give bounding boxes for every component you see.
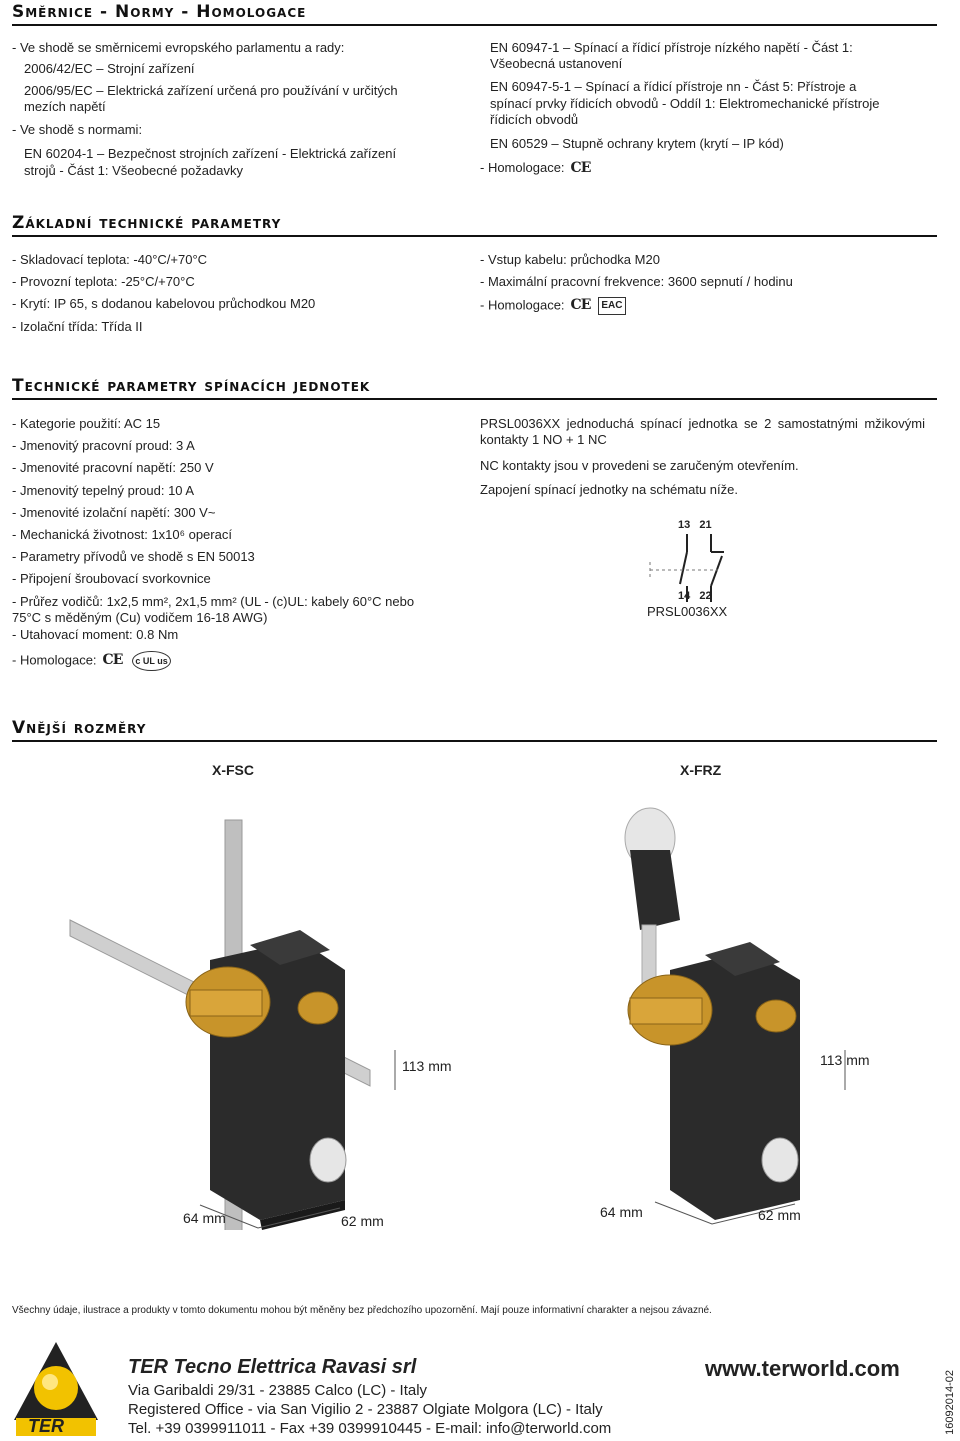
model-label-left: X-FSC	[212, 762, 254, 778]
schematic-bottom-labels: 14 22	[678, 590, 712, 602]
dim-height-left: 113 mm	[402, 1058, 452, 1074]
ter-logo-text: TER	[28, 1416, 64, 1436]
section-title-units: Technické parametry spínacích jednotek	[12, 376, 937, 400]
basic-left-line: - Skladovací teplota: -40°C/+70°C	[12, 252, 208, 267]
units-left-line: - Připojení šroubovací svorkovnice	[12, 571, 211, 586]
dim-height-right: 113 mm	[820, 1052, 870, 1068]
norms-left-line: strojů - Část 1: Všeobecné požadavky	[24, 163, 243, 178]
schematic-top-labels: 13 21	[678, 519, 712, 531]
units-right-p3: Zapojení spínací jednotky na schématu níže.	[480, 482, 738, 497]
product-x-fsc-illustration	[0, 780, 480, 1230]
units-left-line: - Utahovací moment: 0.8 Nm	[12, 627, 179, 642]
norms-left-line: EN 60204-1 – Bezpečnost strojních zařízení - Elektrická zařízení	[24, 146, 397, 161]
dim-width-left: 64 mm	[183, 1210, 226, 1226]
product-x-frz-illustration	[480, 790, 960, 1230]
units-right-p2: NC kontakty jsou v provedeni se zaručeným otevřením.	[480, 458, 799, 473]
cul-us-mark-icon	[132, 651, 170, 671]
basic-left-line: - Provozní teplota: -25°C/+70°C	[12, 274, 195, 289]
dim-depth-right: 62 mm	[758, 1207, 801, 1223]
section-title-dims: Vnější rozměry	[12, 718, 937, 742]
contact-info: Tel. +39 0399911011 - Fax +39 0399910445 - E-mail: info@terworld.com	[128, 1420, 612, 1437]
units-left-line: - Jmenovitý pracovní proud: 3 A	[12, 438, 195, 453]
units-left-line: - Parametry přívodů ve shodě s EN 50013	[12, 549, 255, 564]
basic-right-line: - Vstup kabelu: průchodka M20	[480, 252, 660, 267]
homologation-label: - Homologace:	[12, 652, 97, 668]
section-title-norms: Směrnice - Normy - Homologace	[12, 2, 937, 26]
ce-mark-icon: CE	[570, 297, 591, 314]
website-link[interactable]: www.terworld.com	[705, 1356, 900, 1381]
units-left-line: - Průřez vodičů: 1x2,5 mm², 2x1,5 mm² (UL - (c)UL: kabely 60°C nebo	[12, 594, 415, 609]
dim-depth-left: 62 mm	[341, 1213, 384, 1229]
homologation-label: - Homologace:	[480, 160, 565, 175]
units-left-line: - Jmenovité pracovní napětí: 250 V	[12, 460, 214, 475]
company-address: Via Garibaldi 29/31 - 23885 Calco (LC) - Italy	[128, 1382, 428, 1399]
basic-left-line: - Krytí: IP 65, s dodanou kabelovou průchodkou M20	[12, 296, 316, 311]
units-left-line: 75°C s měděným (Cu) vodičem 16-18 AWG)	[12, 610, 268, 625]
norms-homologation	[480, 160, 590, 176]
norms-left-line: - Ve shodě se směrnicemi evropského parlamentu a rady:	[12, 40, 345, 55]
ce-mark-icon: CE	[102, 652, 123, 669]
disclaimer-note: Všechny údaje, ilustrace a produkty v tomto dokumentu mohou být měněny bez předchozího upozornění. Mají pouze informativní charakter a nejsou závazné.	[12, 1305, 712, 1316]
eac-mark-icon: EAC	[598, 297, 625, 315]
units-homologation	[12, 651, 171, 671]
norms-right-line: EN 60947-1 – Spínací a řídicí přístroje nízkého napětí - Část 1:	[490, 40, 853, 55]
units-left-line: - Mechanická životnost: 1x10⁶ operací	[12, 527, 232, 542]
ter-logo	[12, 1340, 100, 1438]
basic-right-line: - Maximální pracovní frekvence: 3600 sepnutí / hodinu	[480, 274, 793, 289]
schematic-name: PRSL0036XX	[647, 604, 728, 619]
document-id: 16092014-02	[944, 1370, 956, 1435]
ce-mark-icon: CE	[570, 160, 591, 176]
norms-right-line: EN 60529 – Stupně ochrany krytem (krytí – IP kód)	[490, 136, 784, 151]
dim-width-right: 64 mm	[600, 1204, 643, 1220]
norms-right-line: řídicích obvodů	[490, 112, 579, 127]
units-left-line: - Jmenovité izolační napětí: 300 V~	[12, 505, 216, 520]
section-title-basic: Základní technické parametry	[12, 213, 937, 237]
units-left-line: - Kategorie použití: AC 15	[12, 416, 161, 431]
basic-left-line: - Izolační třída: Třída II	[12, 319, 143, 334]
norms-right-line: spínací prvky řídicích obvodů - Oddíl 1: Elektromechanické přístroje	[490, 96, 880, 111]
norms-left-line: 2006/42/EC – Strojní zařízení	[24, 61, 195, 76]
norms-left-line: - Ve shodě s normami:	[12, 122, 143, 137]
contact-schematic	[630, 516, 770, 626]
homologation-label: - Homologace:	[480, 297, 565, 313]
norms-left-line: mezích napětí	[24, 99, 106, 114]
basic-homologation	[480, 297, 626, 315]
norms-right-line: EN 60947-5-1 – Spínací a řídicí přístroje nn - Část 5: Přístroje a	[490, 79, 857, 94]
units-right-p1: PRSL0036XX jednoduchá spínací jednotka se 2 samostatnými mžikovými kontakty 1 NO + 1 NC	[480, 416, 925, 447]
registered-office: Registered Office - via San Vigilio 2 - 23887 Olgiate Molgora (LC) - Italy	[128, 1401, 603, 1418]
cul-us-mark-text: c UL us	[132, 651, 170, 671]
units-left-line: - Jmenovitý tepelný proud: 10 A	[12, 483, 195, 498]
company-name: TER Tecno Elettrica Ravasi srl	[128, 1356, 417, 1378]
model-label-right: X-FRZ	[680, 762, 722, 778]
norms-right-line: Všeobecná ustanovení	[490, 56, 623, 71]
norms-left-line: 2006/95/EC – Elektrická zařízení určená pro používání v určitých	[24, 83, 398, 98]
